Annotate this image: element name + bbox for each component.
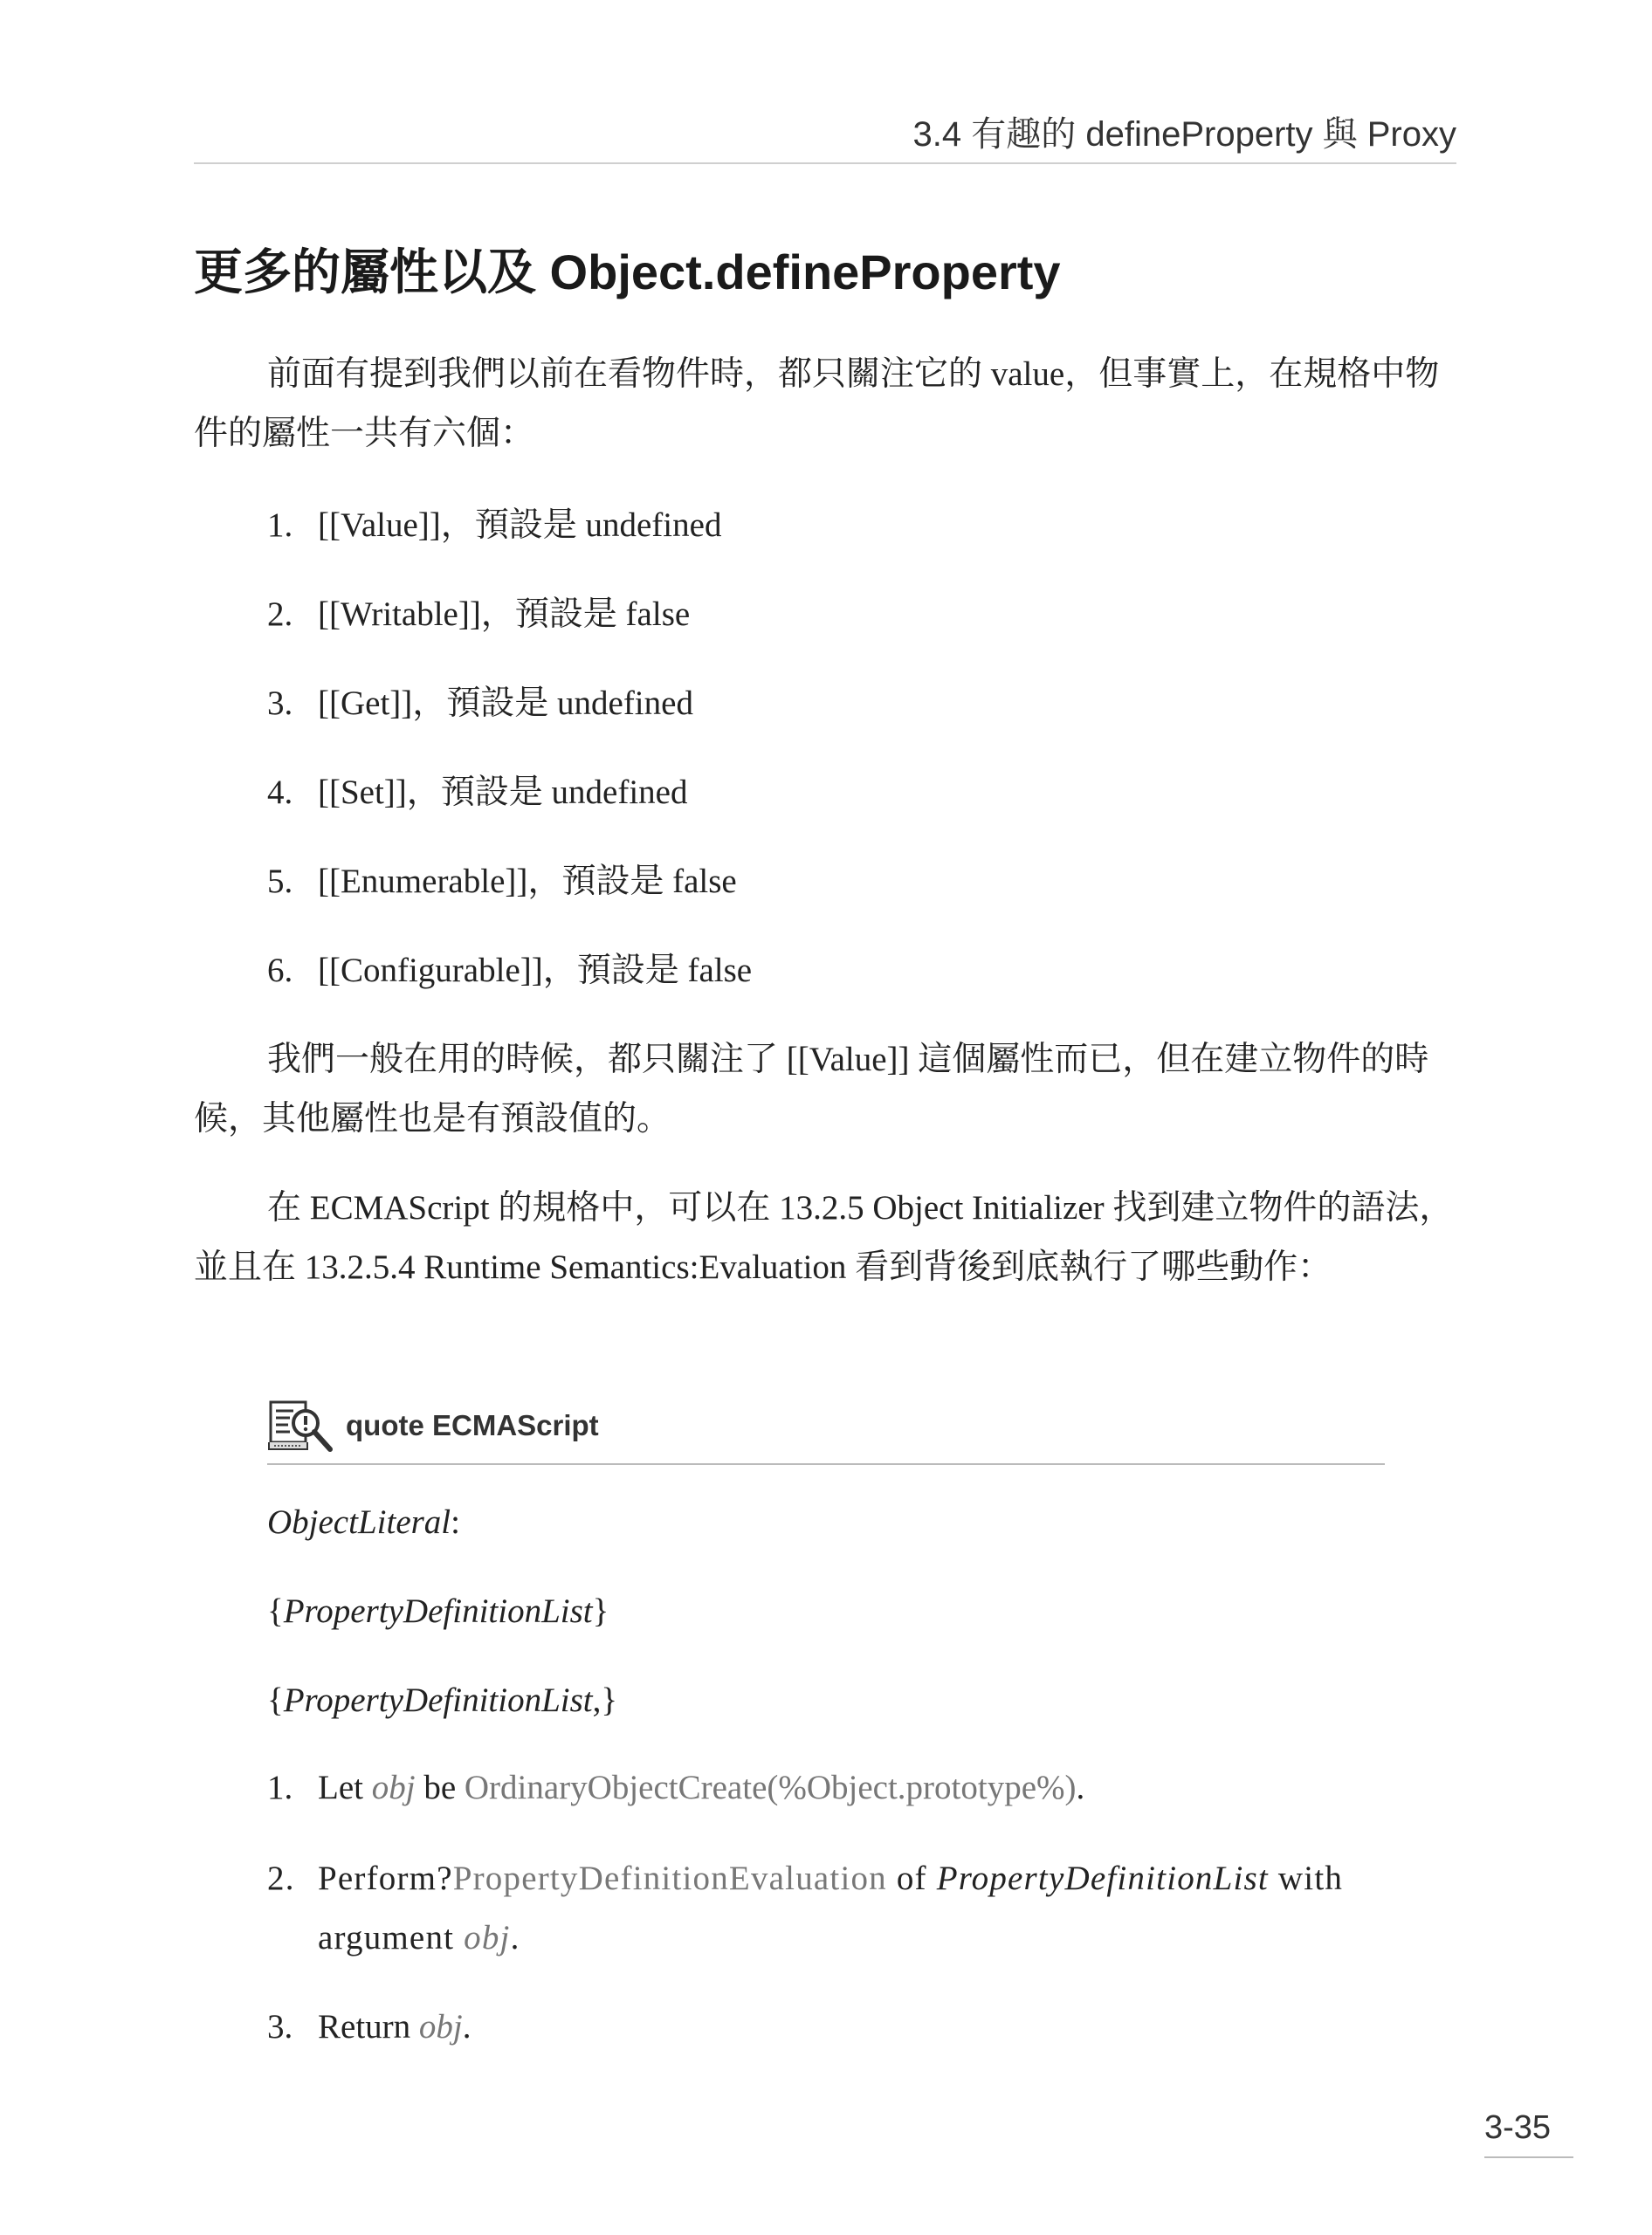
algorithm-step: [267, 1758, 1456, 1818]
algorithm-step: [267, 1998, 1456, 2057]
running-header: 3.4 有趣的 defineProperty 與 Proxy: [912, 115, 1456, 154]
intro-paragraph-text: 前面有提到我們以前在看物件時，都只關注它的 value，但事實上，在規格中物件的屬性一共有六個：: [194, 355, 1440, 452]
list-item: [267, 948, 752, 1037]
property-list: [267, 503, 752, 1037]
grammar-nonterminal: PropertyDefinitionList: [283, 1681, 593, 1719]
quote-rule: [267, 1463, 1385, 1465]
step-end: .: [462, 2008, 472, 2046]
grammar-close-brace: }: [592, 1592, 609, 1630]
list-item: [267, 859, 752, 948]
list-item: [267, 592, 752, 681]
list-item-number: 2.: [267, 595, 293, 633]
step-variable: obj: [464, 1919, 511, 1956]
value-paragraph: [194, 1030, 1456, 1149]
step-text: be: [415, 1769, 465, 1806]
grammar-open-brace: {: [267, 1681, 284, 1719]
page-number: 3-35: [1484, 2109, 1552, 2146]
step-text: Perform?: [318, 1860, 453, 1897]
step-variable: obj: [418, 2008, 463, 2046]
step-text: Return: [318, 2008, 419, 2046]
list-item-text: [[Configurable]]，預設是 false: [318, 952, 753, 989]
header-rule: [194, 162, 1456, 164]
grammar-close-brace-comma: ,}: [592, 1681, 618, 1719]
list-item-number: 1.: [267, 506, 293, 544]
section-title: 更多的屬性以及 Object.defineProperty: [194, 244, 1061, 299]
step-number: 3.: [267, 2008, 293, 2046]
grammar-open-brace: {: [267, 1592, 284, 1630]
value-paragraph-text: 我們一般在用的時候，都只關注了 [[Value]] 這個屬性而已，但在建立物件的時候，其他屬性也是有預設值的。: [194, 1041, 1429, 1138]
step-abstract-op: OrdinaryObjectCreate(%Object.prototype%): [464, 1769, 1077, 1806]
list-item-number: 4.: [267, 774, 293, 811]
step-end: .: [1076, 1769, 1085, 1806]
step-number: 2.: [267, 1860, 295, 1897]
list-item: [267, 681, 752, 770]
list-item-text: [[Enumerable]]，預設是 false: [318, 863, 737, 900]
grammar-lhs: [267, 1500, 460, 1545]
intro-paragraph: [194, 345, 1456, 464]
step-end: .: [510, 1919, 520, 1956]
list-item-number: 6.: [267, 952, 293, 989]
spec-paragraph: [194, 1179, 1456, 1297]
list-item: [267, 503, 752, 592]
step-number: 1.: [267, 1769, 293, 1806]
grammar-nonterminal: PropertyDefinitionList: [283, 1592, 593, 1630]
list-item-number: 5.: [267, 863, 293, 900]
list-item-text: [[Set]]，預設是 undefined: [318, 774, 688, 811]
step-abstract-op: PropertyDefinitionEvaluation: [452, 1860, 887, 1897]
footer-rule: [1484, 2156, 1573, 2158]
list-item: [267, 770, 752, 859]
grammar-rule: [267, 1589, 609, 1634]
grammar-colon: :: [451, 1503, 460, 1541]
grammar-rule: [267, 1678, 617, 1723]
step-text: with argument: [318, 1860, 1344, 1956]
list-item-text: [[Value]]，預設是 undefined: [318, 506, 722, 544]
algorithm-step: [267, 1849, 1456, 1968]
spec-paragraph-text: 在 ECMAScript 的規格中，可以在 13.2.5 Object Initializer 找到建立物件的語法，並且在 13.2.5.4 Runtime Semantics:Evaluation 看到背後到底執行了哪些動作：: [194, 1189, 1454, 1286]
step-variable: obj: [371, 1769, 416, 1806]
step-text: of: [886, 1860, 937, 1897]
quote-label: quote ECMAScript: [346, 1409, 599, 1441]
list-item-text: [[Writable]]，預設是 false: [318, 595, 691, 633]
list-item-text: [[Get]]，預設是 undefined: [318, 684, 693, 722]
step-nonterminal: PropertyDefinitionList: [936, 1860, 1269, 1897]
document-magnifier-icon: [267, 1397, 335, 1454]
step-text: Let: [318, 1769, 372, 1806]
list-item-number: 3.: [267, 684, 293, 722]
grammar-lhs-name: ObjectLiteral: [267, 1503, 451, 1541]
